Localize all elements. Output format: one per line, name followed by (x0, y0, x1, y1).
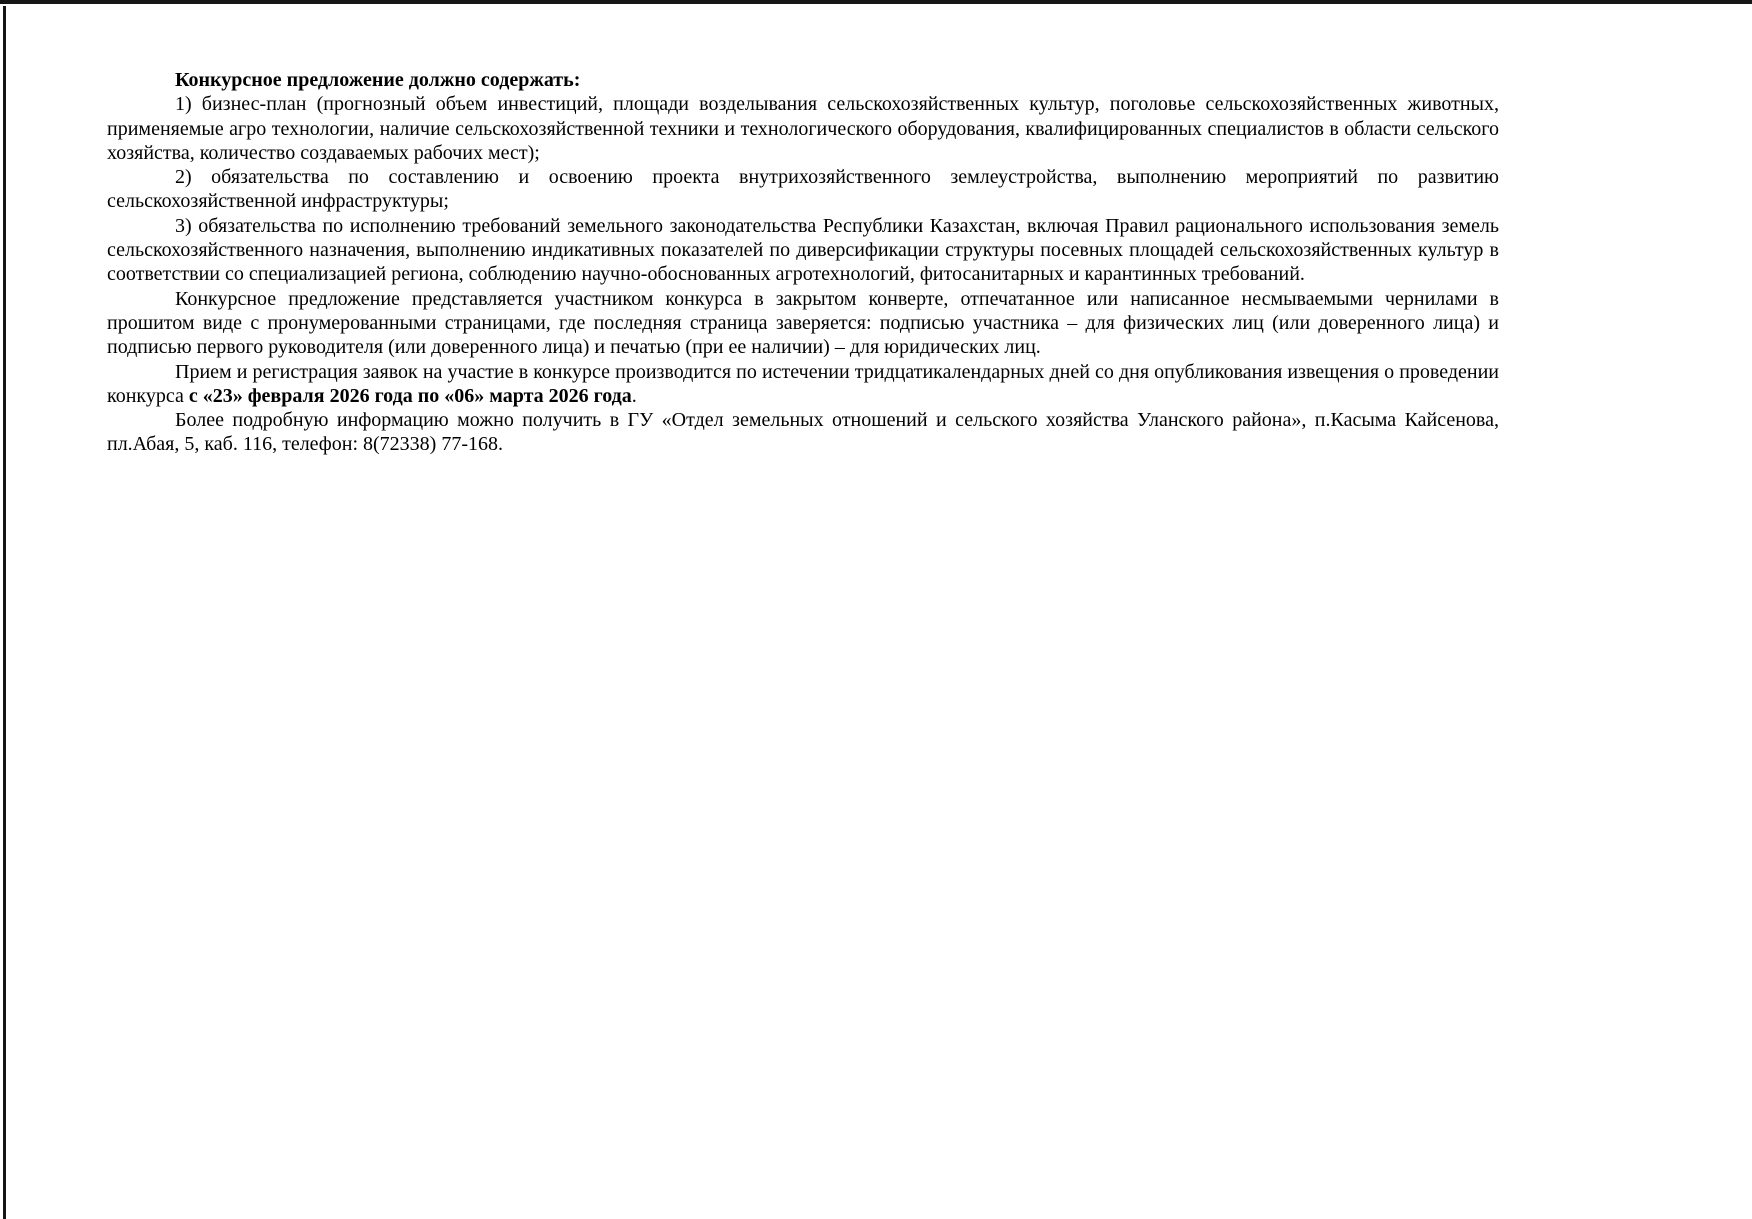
document-content (107, 68, 1499, 457)
paragraph-text: 1) бизнес-план (прогнозный объем инвестиций, площади возделывания сельскохозяйственных культур, поголовье сельскохозяйственных животных, применяемые агро технологии, наличие сельскохозяйственной техники и технологического оборудования, квалифицированных специалистов в области сельского хозяйства, количество создаваемых рабочих мест); (107, 93, 1499, 164)
paragraph-application-dates (107, 360, 1499, 409)
paragraph-text: 3) обязательства по исполнению требований земельного законодательства Республики Казахстан, включая Правил рационального использования земель сельскохозяйственного назначения, выполнению индикативных показателей по диверсификации структуры посевных площадей сельскохозяйственных культур в соответствии со специализацией региона, соблюдению научно-обоснованных агротехнологий, фитосанитарных и карантинных требований. (107, 214, 1499, 286)
paragraph-obligations-land-project (107, 165, 1499, 214)
paragraph-text: 2) обязательства по составлению и освоению проекта внутрихозяйственного землеустройства, выполнению мероприятий по развитию сельскохозяйственной инфраструктуры; (107, 166, 1499, 213)
paragraph-business-plan (107, 92, 1499, 165)
document-heading (107, 68, 1499, 92)
paragraph-text: Конкурсное предложение представляется участником конкурса в закрытом конверте, отпечатанное или написанное несмываемыми чернилами в прошитом виде с пронумерованными страницами, где последняя страница заверяется: подписью участника – для физических лиц (или доверенного лица) и подписью первого руководителя (или доверенного лица) и печатью (при ее наличии) – для юридических лиц. (107, 287, 1499, 359)
heading-text: Конкурсное предложение должно содержать: (175, 69, 581, 91)
paragraph-text: Прием и регистрация заявок на участие в конкурсе производится по истечении тридцатикалендарных дней со дня опубликования извещения о проведении конкурса (107, 360, 1499, 407)
paragraph-contact-info (107, 408, 1499, 457)
paragraph-submission-rules (107, 287, 1499, 360)
page-border-left (3, 6, 6, 1219)
page-border-top (0, 0, 1752, 4)
paragraph-obligations-legislation (107, 214, 1499, 287)
paragraph-text-after: . (631, 384, 637, 407)
paragraph-text: Более подробную информацию можно получить в ГУ «Отдел земельных отношений и сельского хозяйства Уланского района», п.Касыма Кайсенова, пл.Абая, 5, каб. 116, телефон: 8(72338) 77-168. (107, 409, 1499, 456)
paragraph-dates-bold: с «23» февраля 2026 года по «06» марта 2026 года (188, 384, 632, 407)
